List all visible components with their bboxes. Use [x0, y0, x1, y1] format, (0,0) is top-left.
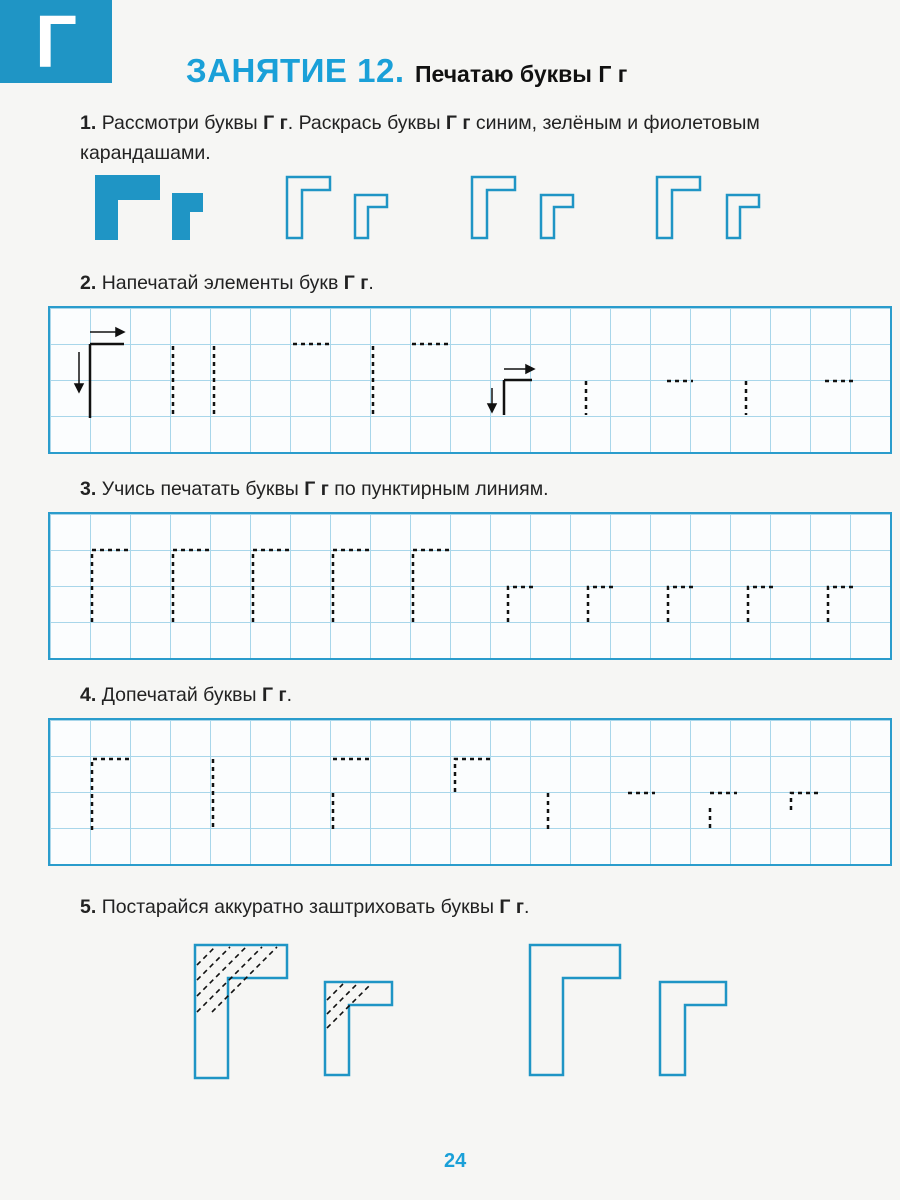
hatch-small-g-1[interactable]: [325, 982, 392, 1075]
task-text: .: [368, 272, 374, 294]
task-text: .: [524, 896, 530, 918]
task-letters: Г г: [343, 272, 369, 294]
task-text: Учись печатать буквы: [101, 478, 305, 500]
task-text: Рассмотри буквы: [101, 112, 264, 134]
task-text: Допечатай буквы: [101, 684, 262, 706]
task-letters: Г г: [445, 112, 471, 134]
hatch-small-g-2[interactable]: [660, 982, 726, 1075]
task-text: по пунктирным линиям.: [328, 478, 549, 500]
lesson-number: ЗАНЯТИЕ 12.: [186, 52, 405, 89]
task-letters: Г г: [263, 112, 288, 134]
sample-hatching-lines: [197, 947, 371, 1028]
lesson-subtitle: Печатаю буквы Г г: [414, 61, 628, 87]
hatch-capital-g-2[interactable]: [530, 945, 620, 1075]
task-text: Напечатай элементы букв: [101, 272, 344, 294]
task-text: синим, зелёным и фиолетовым карандашами.: [80, 112, 760, 164]
task-number: 2.: [80, 272, 97, 294]
task-letters: Г г: [499, 896, 525, 918]
corner-letter-tab: Г: [0, 0, 112, 83]
task-number: 5.: [80, 896, 97, 918]
task-number: 4.: [80, 684, 97, 706]
task-text: .: [286, 684, 293, 706]
task-number: 3.: [80, 478, 97, 500]
page-number: 24: [444, 1150, 467, 1172]
task-text: . Раскрась буквы: [287, 112, 446, 134]
task-number: 1.: [80, 112, 97, 134]
hatch-capital-g-1[interactable]: [195, 945, 287, 1078]
task-text: Постарайся аккуратно заштриховать буквы: [101, 896, 500, 918]
task-letters: Г г: [304, 478, 329, 500]
task-letters: Г г: [261, 684, 287, 706]
